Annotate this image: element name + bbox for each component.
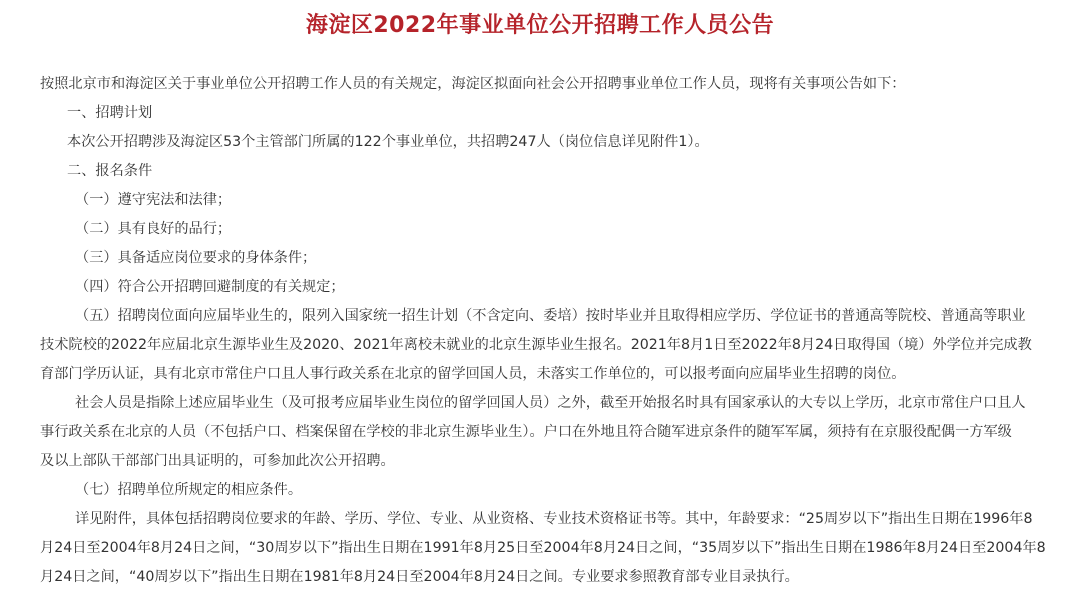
- detail-line-2: 月24日至2004年8月24日之间，“30周岁以下”指出生日期在1991年8月25日至2004年8月24日之间，“35周岁以下”指出生日期在1986年8月24日至2004年8: [40, 540, 1046, 556]
- section-heading-plan: 一、招聘计划: [67, 105, 153, 121]
- social-personnel-line-2: 事行政关系在北京的人员（不包括户口、档案保留在学校的非北京生源毕业生）。户口在外地且符合随军进京条件的随军军属，须持有在京服役配偶一方军级: [40, 424, 1012, 440]
- intro-paragraph: 按照北京市和海淀区关于事业单位公开招聘工作人员的有关规定，海淀区拟面向社会公开招聘事业单位工作人员，现将有关事项公告如下：: [40, 76, 906, 92]
- page-title: 海淀区2022年事业单位公开招聘工作人员公告: [305, 13, 775, 38]
- condition-item-5-line-2: 技术院校的2022年应届北京生源毕业生及2020、2021年离校未就业的北京生源毕业生报名。2021年8月1日至2022年8月24日取得国（境）外学位并完成教: [40, 337, 1032, 353]
- condition-item-4: （四）符合公开招聘回避制度的有关规定；: [75, 279, 345, 295]
- condition-item-3: （三）具备适应岗位要求的身体条件；: [75, 250, 317, 266]
- plan-text: 本次公开招聘涉及海淀区53个主管部门所属的122个事业单位，共招聘247人（岗位信息详见附件1）。: [67, 134, 709, 150]
- detail-line-1: 详见附件，具体包括招聘岗位要求的年龄、学历、学位、专业、从业资格、专业技术资格证书等。其中，年龄要求：“25周岁以下”指出生日期在1996年8: [75, 511, 1033, 527]
- condition-item-1: （一）遵守宪法和法律；: [75, 192, 232, 208]
- condition-item-5-line-1: （五）招聘岗位面向应届毕业生的，限列入国家统一招生计划（不含定向、委培）按时毕业并且取得相应学历、学位证书的普通高等院校、普通高等职业: [75, 308, 1026, 324]
- document-body: [40, 70, 1050, 592]
- condition-item-5-line-3: 育部门学历认证，具有北京市常住户口且人事行政关系在北京的留学回国人员，未落实工作单位的，可以报考面向应届毕业生招聘的岗位。: [40, 366, 906, 382]
- social-personnel-line-3: 及以上部队干部部门出具证明的，可参加此次公开招聘。: [40, 453, 395, 469]
- condition-item-7: （七）招聘单位所规定的相应条件。: [75, 482, 303, 498]
- social-personnel-line-1: 社会人员是指除上述应届毕业生（及可报考应届毕业生岗位的留学回国人员）之外，截至开始报名时具有国家承认的大专以上学历，北京市常住户口且人: [75, 395, 1026, 411]
- section-heading-conditions: 二、报名条件: [67, 163, 153, 179]
- condition-item-2: （二）具有良好的品行；: [75, 221, 232, 237]
- detail-line-3: 月24日之间，“40周岁以下”指出生日期在1981年8月24日至2004年8月24日之间。专业要求参照教育部专业目录执行。: [40, 569, 799, 585]
